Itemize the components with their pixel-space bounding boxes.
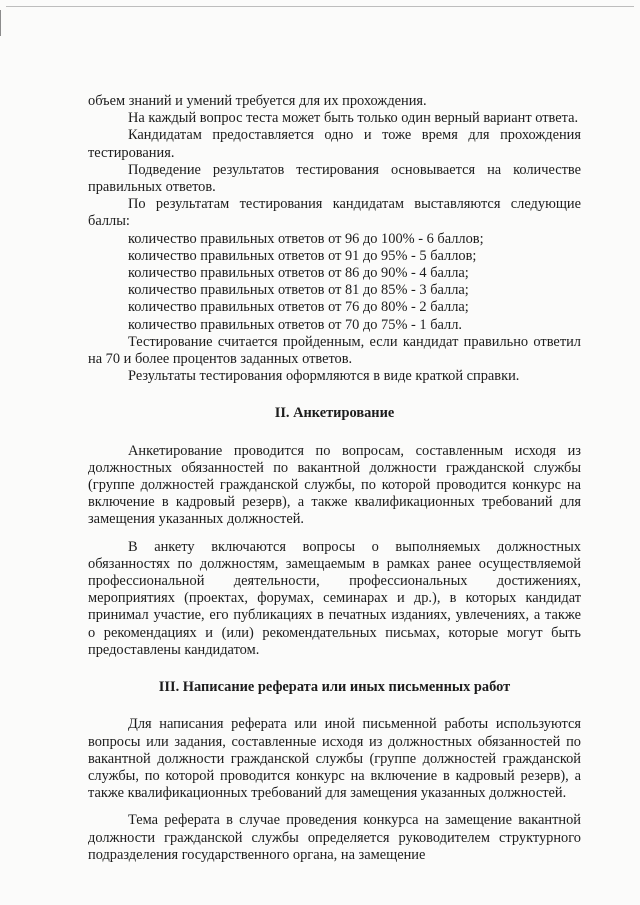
list-item: количество правильных ответов от 76 до 80% - 2 балла; xyxy=(128,299,469,316)
paragraph-scores-intro: По результатам тестирования кандидатам выставляются следующие баллы: xyxy=(88,196,581,230)
paragraph-one-answer: На каждый вопрос теста может быть только один верный вариант ответа. xyxy=(128,110,579,127)
paragraph-continuation: объем знаний и умений требуется для их прохождения. xyxy=(88,93,427,109)
paragraph-survey-basis: Анкетирование проводится по вопросам, составленным исходя из должностных обязанностей по вакантной должности гражданской службы (группе должностей гражданской службы, по которой проводится конкурс на включение в кадровый резерв), а также квалификационных требований для замещения указанных должностей. xyxy=(88,442,581,528)
paragraph-essay-tasks: Для написания реферата или иной письменной работы используются вопросы или задания, составленные исходя из должностных обязанностей по вакантной должности гражданской службы (группе должностей гражданской службы, по которой проводится конкурс на включение в кадровый резерв), а также квалификационных требований для замещения указанных должностей. xyxy=(88,716,581,802)
paragraph-survey-content: В анкету включаются вопросы о выполняемых должностных обязанностях по должностям, замещаемым в рамках ранее осуществляемой профессиональной деятельности, профессиональных достижениях, мероприятиях (проектах, форумах, семинарах и др.), в которых кандидат принимал участие, его публикациях в печатных изданиях, увлечениях, а также о рекомендациях и (или) рекомендательных письмах, которые могут быть предоставлены кандидатом. xyxy=(88,538,581,658)
list-item: количество правильных ответов от 70 до 75% - 1 балл. xyxy=(128,316,463,333)
paragraph-pass-criteria: Тестирование считается пройденным, если кандидат правильно ответил на 70 и более процентов заданных ответов. xyxy=(88,333,581,368)
list-item: количество правильных ответов от 96 до 100% - 6 баллов; xyxy=(128,230,484,247)
scan-left-mark xyxy=(0,10,1,36)
list-item: количество правильных ответов от 81 до 85% - 3 балла; xyxy=(128,282,469,299)
list-item: количество правильных ответов от 91 до 95% - 5 баллов; xyxy=(128,247,477,264)
scan-top-border xyxy=(6,6,634,7)
section-heading-survey: II. Анкетирование xyxy=(274,405,395,422)
paragraph-equal-time: Кандидатам предоставляется одно и тоже время для прохождения тестирования. xyxy=(88,127,581,161)
paragraph-results-format: Результаты тестирования оформляются в виде краткой справки. xyxy=(128,368,520,385)
section-heading-essay: III. Написание реферата или иных письменных работ xyxy=(158,679,511,696)
paragraph-results-basis: Подведение результатов тестирования основывается на количестве правильных ответов. xyxy=(88,161,581,196)
score-list xyxy=(88,231,581,334)
list-item: количество правильных ответов от 86 до 90% - 4 балла; xyxy=(128,265,469,282)
document-page xyxy=(88,93,581,864)
paragraph-essay-topic: Тема реферата в случае проведения конкурса на замещение вакантной должности гражданской службы определяется руководителем структурного подразделения государственного органа, на замещение xyxy=(88,812,581,863)
